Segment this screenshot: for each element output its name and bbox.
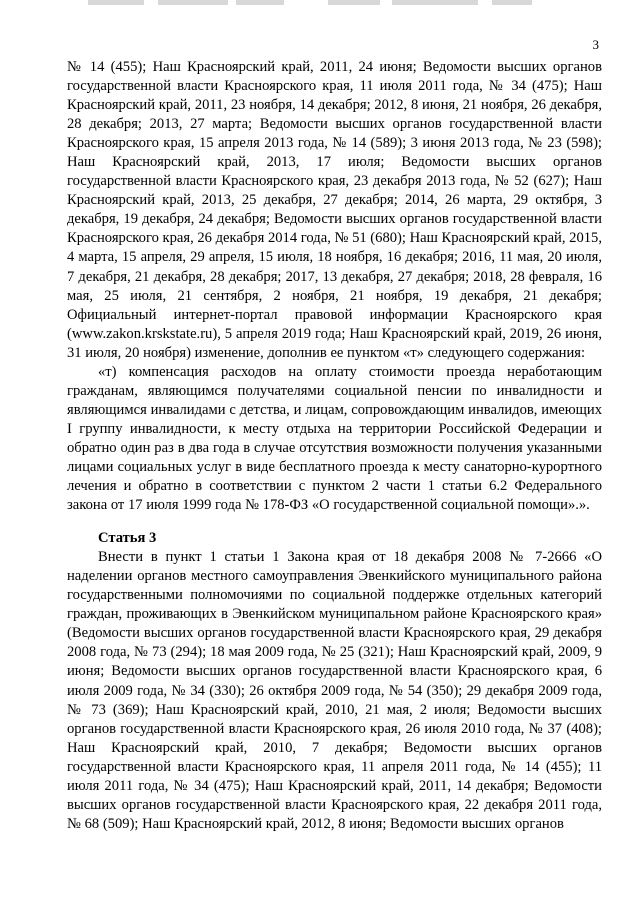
page-top-edge: [40, 0, 600, 8]
paragraph-article-3: Внести в пункт 1 статьи 1 Закона края от 18 декабря 2008 № 7-2666 «О наделении органов местного самоуправления Эвенкийского муниципального района государственными полномочиями по социальной поддержке отдельных категорий граждан, проживающих в Эвенкийском муниципальном районе Красноярского края» (Ведомости высших органов государственной власти Красноярского края, 29 декабря 2008 года, № 73 (294); 18 мая 2009 года, № 25 (321); Наш Красноярский край, 2009, 9 июня; Ведомости высших органов государственной власти Красноярского края, 6 июля 2009 года, № 34 (330); 26 октября 2009 года, № 54 (350); 29 декабря 2009 года, № 73 (369); Наш Красноярский край, 2010, 21 мая, 2 июля; Ведомости высших органов государственной власти Красноярского края, 26 июля 2010 года, № 37 (408); Наш Красноярский край, 2010, 7 декабря; Ведомости высших органов государственной власти Красноярского края, 11 апреля 2011 года, № 14 (455); 11 июля 2011 года, № 34 (475); Наш Красноярский край, 2011, 14 декабря; Ведомости высших органов государственной власти Красноярского края, 22 декабря 2011 года, № 68 (509); Наш Красноярский край, 2012, 8 июня; Ведомости высших органов: [67, 549, 602, 832]
paragraph-continuation: № 14 (455); Наш Красноярский край, 2011, 24 июня; Ведомости высших органов государственной власти Красноярского края, 11 июля 2011 года, № 34 (475); Наш Красноярский край, 2011, 23 ноября, 14 декабря; 2012, 8 июня, 21 ноября, 26 декабря, 28 декабря; 2013, 27 марта; Ведомости высших органов государственной власти Красноярского края, 15 апреля 2013 года, № 14 (589); 3 июня 2013 года, № 23 (598); Наш Красноярский край, 2013, 17 июля; Ведомости высших органов государственной власти Красноярского края, 23 декабря 2013 года, № 52 (627); Наш Красноярский край, 2013, 25 декабря, 27 декабря; 2014, 26 марта, 29 октября, 3 декабря, 19 декабря, 24 декабря; Ведомости высших органов государственной власти Красноярского края, 26 декабря 2014 года, № 51 (680); Наш Красноярский край, 2015, 4 марта, 15 апреля, 29 апреля, 15 июля, 18 ноября, 16 декабря; 2016, 11 мая, 20 июля, 7 декабря, 21 декабря, 28 декабря; 2017, 13 декабря, 27 декабря; 2018, 28 февраля, 16 мая, 25 июля, 21 сентября, 2 ноября, 21 ноября, 19 декабря, 21 декабря; Официальный интернет-портал правовой информации Красноярского края (www.zakon.krskstate.ru), 5 апреля 2019 года; Наш Красноярский край, 2019, 26 июня, 31 июля, 20 ноября) изменение, дополнив ее пунктом «т» следующего содержания:: [67, 59, 602, 361]
paragraph-clause-t: «т) компенсация расходов на оплату стоимости проезда неработающим гражданам, являющимся получателями социальной пенсии по инвалидности и являющимся инвалидами с детства, и лицам, сопровождающим инвалидов, имеющих I группу инвалидности, к месту отдыха на территории Российской Федерации и обратно один раз в два года в случае отсутствия возможности получения указанными лицами социальных услуг в виде бесплатного проезда к месту санаторно-курортного лечения и обратно в соответствии с пунктом 2 части 1 статьи 6.2 Федерального закона от 17 июля 1999 года № 178-ФЗ «О государственной социальной помощи».».: [67, 363, 602, 514]
page-number: 3: [592, 37, 599, 52]
article-heading: Статья 3: [98, 530, 157, 547]
document-body: [67, 58, 602, 834]
